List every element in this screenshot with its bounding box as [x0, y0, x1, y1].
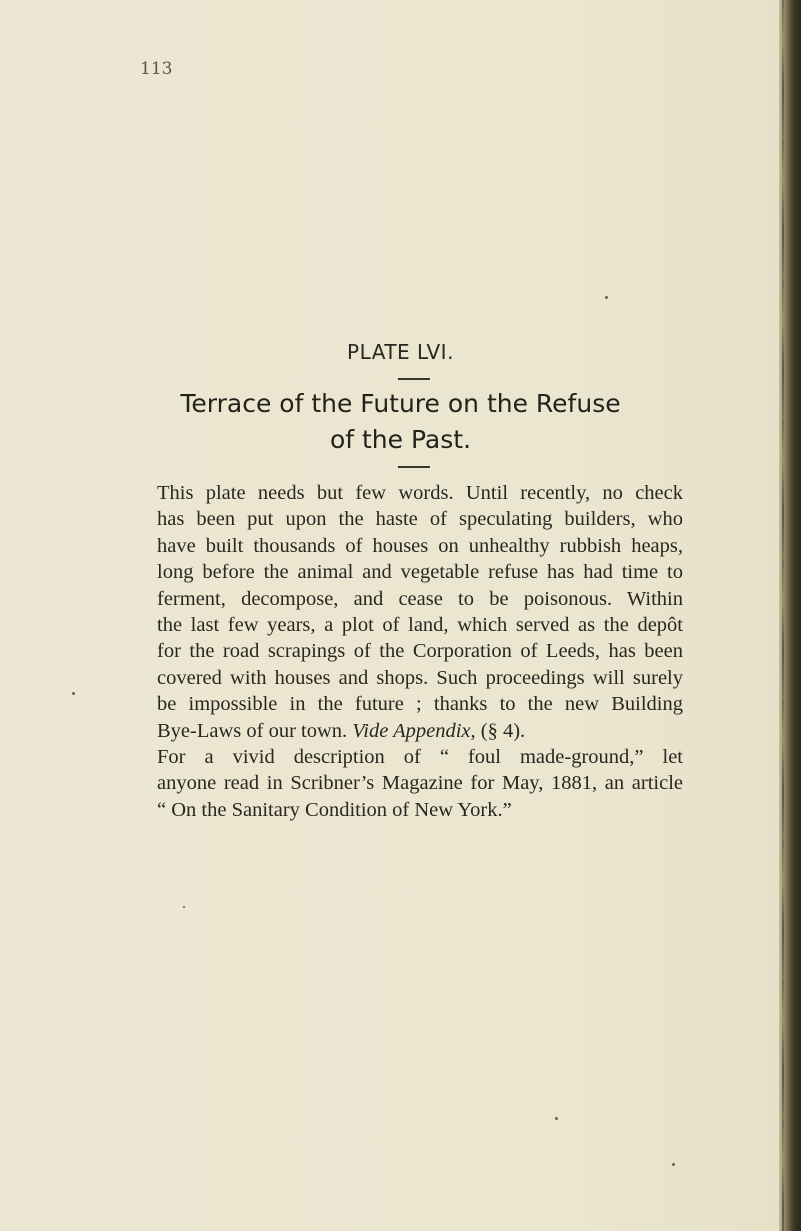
divider-rule: [398, 466, 430, 468]
body-text: [135, 480, 683, 823]
title-line: of the Past.: [329, 425, 472, 454]
page-binding-edge: [779, 0, 801, 1231]
text-line: has been put upon the haste of speculating builders, who: [157, 508, 683, 531]
page-number: 113: [140, 59, 173, 79]
paper-speck: [555, 1117, 558, 1120]
italic-reference: Vide Appendix,: [352, 719, 476, 742]
text-line: for the road scrapings of the Corporation of Leeds, has been: [157, 640, 683, 663]
paper-speck: [672, 1163, 675, 1166]
title-line: Terrace of the Future on the Refuse: [180, 389, 621, 418]
paper-speck: [72, 692, 75, 695]
text-line: covered with houses and shops. Such proceedings will surely: [157, 666, 683, 689]
plate-label: PLATE LVI.: [347, 340, 454, 364]
text-line: [135, 718, 683, 744]
paper-speck: [183, 906, 185, 908]
paragraph-1: [135, 480, 683, 744]
text-line: the last few years, a plot of land, which served as the depôt: [157, 614, 683, 637]
text-line: long before the animal and vegetable refuse has had time to: [157, 561, 683, 584]
text-line: be impossible in the future ; thanks to the new Building: [157, 693, 683, 716]
text-run: (§ 4).: [475, 719, 526, 742]
text-line: “ On the Sanitary Condition of New York.”: [157, 798, 512, 821]
text-line: anyone read in Scribner’s Magazine for May, 1881, an article: [157, 772, 683, 795]
paper-speck: [605, 296, 608, 299]
paragraph-2: [135, 744, 683, 823]
text-line: This plate needs but few words. Until recently, no check: [157, 482, 683, 504]
divider-rule: [398, 378, 430, 380]
text-run: Bye-Laws of our town.: [157, 719, 353, 742]
text-line: have built thousands of houses on unhealthy rubbish heaps,: [157, 534, 683, 557]
plate-title: [0, 386, 801, 458]
text-line: ferment, decompose, and cease to be poisonous. Within: [157, 587, 683, 610]
text-line: For a vivid description of “ foul made-ground,” let: [157, 746, 683, 769]
